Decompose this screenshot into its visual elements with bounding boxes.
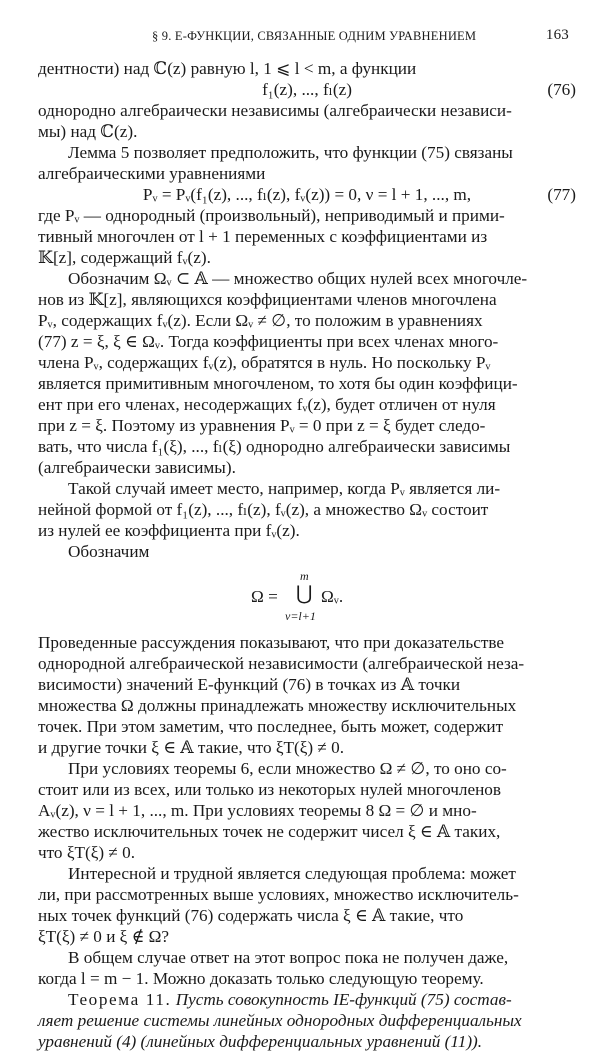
page-number: 163 <box>545 27 569 43</box>
text-line: Обозначим Ωᵥ ⊂ 𝔸 — множество общих нулей всех многочле- <box>68 269 528 288</box>
formula-rhs: Ωᵥ. <box>321 587 344 606</box>
text-line: ент при его членах, несодержащих fᵥ(z), будет отличен от нуля <box>38 395 496 414</box>
union-symbol: ⋃ <box>296 583 313 605</box>
text-line: и другие точки ξ ∈ 𝔸 такие, что ξT(ξ) ≠ 0. <box>38 738 345 757</box>
union-formula <box>38 562 576 632</box>
equation-body: Pᵥ = Pᵥ(f₁(z), ..., fₗ(z), fᵥ(z)) = 0, ν = l + 1, ..., m, <box>142 185 472 204</box>
text-line: Интересной и трудной является следующая проблема: может <box>68 864 516 883</box>
text-line: В общем случае ответ на этот вопрос пока не получен даже, <box>68 948 509 967</box>
text-line: где Pᵥ — однородный (произвольный), неприводимый и прими- <box>38 206 505 225</box>
text-line: Проведенные рассуждения показывают, что при доказательстве <box>38 633 504 652</box>
text-line: Лемма 5 позволяет предположить, что функции (75) связаны <box>68 143 513 162</box>
text-line: Aᵥ(z), ν = l + 1, ..., m. При условиях теоремы 8 Ω = ∅ и мно- <box>38 801 477 820</box>
union-lower-limit: ν=l+1 <box>285 609 316 623</box>
equation-number: (77) <box>547 185 576 204</box>
text-line: ных точек функций (76) содержать числа ξ ∈ 𝔸 такие, что <box>38 906 464 925</box>
text-line: из нулей ее коэффициента при fᵥ(z). <box>38 521 300 540</box>
text-line: жество исключительных точек не содержит чисел ξ ∈ 𝔸 таких, <box>38 822 501 841</box>
text-line: однородно алгебраически независимы (алгебраически независи- <box>38 101 512 120</box>
running-header <box>152 23 569 43</box>
text-line: является примитивным многочленом, то хотя бы один коэффици- <box>38 374 518 393</box>
equation-76 <box>38 79 576 100</box>
text-line: висимости) значений Е-функций (76) в точках из 𝔸 точки <box>38 675 461 694</box>
theorem-line <box>38 989 576 1010</box>
text-line: при z = ξ. Поэтому из уравнения Pᵥ = 0 при z = ξ будет следо- <box>38 416 486 435</box>
text-line: нов из 𝕂[z], являющихся коэффициентами членов многочлена <box>38 290 497 309</box>
equation-body: f₁(z), ..., fₗ(z) <box>262 80 352 99</box>
text-line: когда l = m − 1. Можно доказать только следующую теорему. <box>38 969 484 988</box>
text-line: (77) z = ξ, ξ ∈ Ωᵥ. Тогда коэффициенты при всех членах много- <box>38 332 499 351</box>
formula-lhs: Ω = <box>251 587 278 606</box>
text-line: однородной алгебраической независимости (алгебраической неза- <box>38 654 525 673</box>
theorem-text: уравнений (4) (линейных дифференциальных уравнений (11)). <box>38 1032 483 1051</box>
text-line: члена Pᵥ, содержащих fᵥ(z), обратятся в нуль. Но поскольку Pᵥ <box>38 353 491 372</box>
text-line: точек. При этом заметим, что последнее, быть может, содержит <box>38 717 504 736</box>
union-upper-limit: m <box>300 569 309 583</box>
text-line: При условиях теоремы 6, если множество Ω ≠ ∅, то оно со- <box>68 759 507 778</box>
page-body <box>38 58 576 1052</box>
theorem-heading: Теорема 11. <box>68 990 172 1009</box>
text-line: дентности) над ℂ(z) равную l, 1 ⩽ l < m, а функции <box>38 59 417 78</box>
text-line: множества Ω должны принадлежать множеству исключительных <box>38 696 517 715</box>
equation-77 <box>38 184 576 205</box>
text-line: алгебраическими уравнениями <box>38 164 266 183</box>
text-line: стоит или из всех, или только из некоторых нулей многочленов <box>38 780 502 799</box>
theorem-text: Пусть совокупность IE-функций (75) состав- <box>175 990 512 1009</box>
text-line: тивный многочлен от l + 1 переменных с коэффициентами из <box>38 227 488 246</box>
theorem-text: ляет решение системы линейных однородных дифференциальных <box>38 1011 522 1030</box>
text-line: что ξT(ξ) ≠ 0. <box>38 843 136 862</box>
text-line: нейной формой от f₁(z), ..., fₗ(z), fᵥ(z), а множество Ωᵥ состоит <box>38 500 489 519</box>
text-line: ли, при рассмотренных выше условиях, множество исключитель- <box>38 885 519 904</box>
text-line: мы) над ℂ(z). <box>38 122 138 141</box>
text-line: 𝕂[z], содержащий fᵥ(z). <box>38 248 211 267</box>
text-line: (алгебраически зависимы). <box>38 458 236 477</box>
equation-number: (76) <box>547 80 576 99</box>
text-line: ξT(ξ) ≠ 0 и ξ ∉ Ω? <box>38 927 170 946</box>
text-line: Такой случай имеет место, например, когда Pᵥ является ли- <box>68 479 501 498</box>
text-line: вать, что числа f₁(ξ), ..., fₗ(ξ) однородно алгебраически зависимы <box>38 437 511 456</box>
text-line: Pᵥ, содержащих fᵥ(z). Если Ωᵥ ≠ ∅, то положим в уравнениях <box>38 311 483 330</box>
chapter-title: § 9. Е-ФУНКЦИИ, СВЯЗАННЫЕ ОДНИМ УРАВНЕНИЕМ <box>152 29 477 43</box>
text-line: Обозначим <box>68 542 150 561</box>
